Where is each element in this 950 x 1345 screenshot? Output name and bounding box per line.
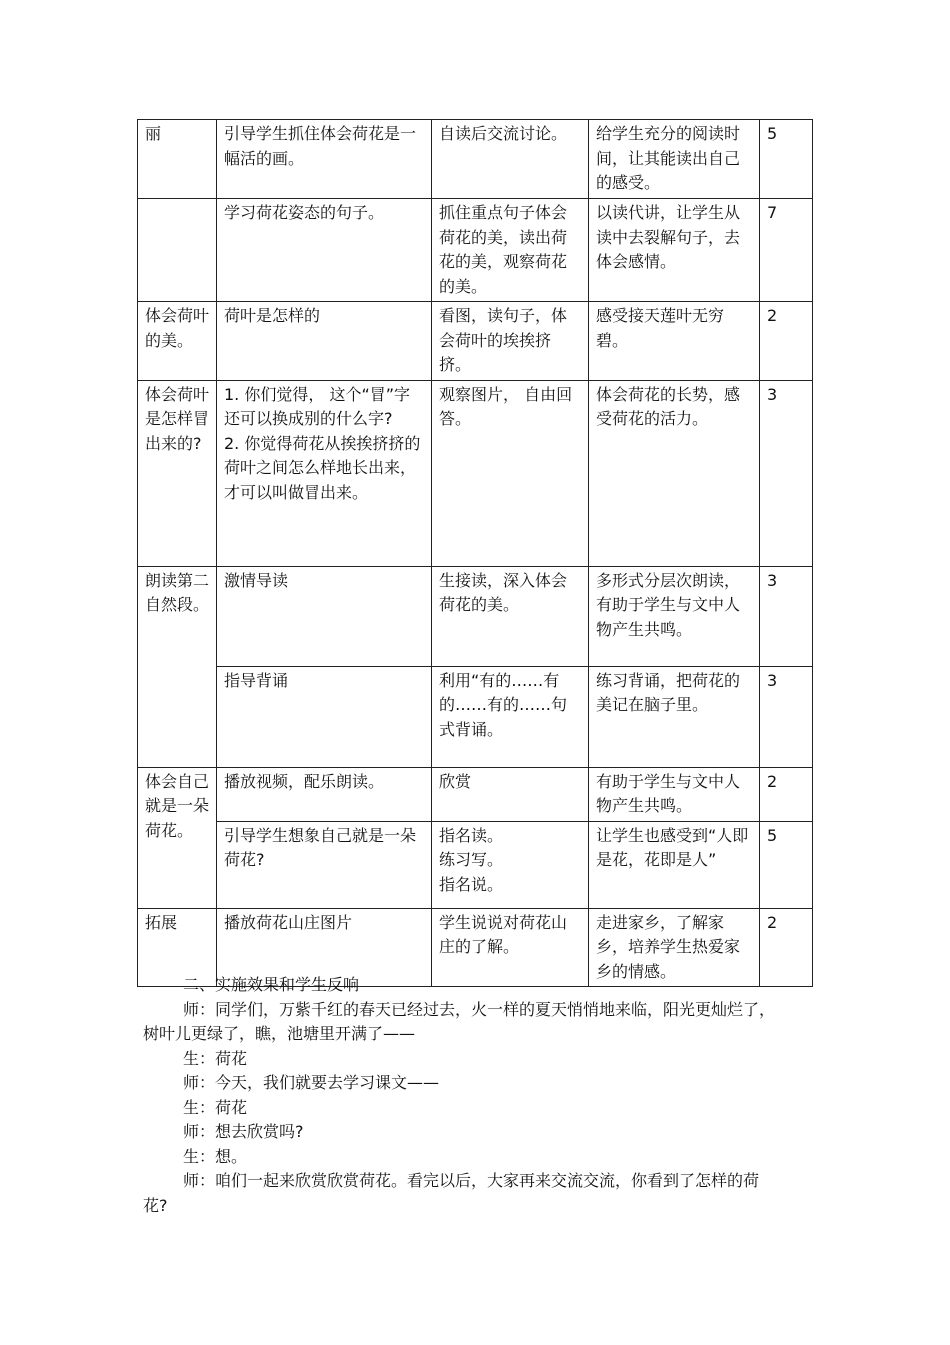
table-row [138,120,813,199]
stage-cell: 体会荷叶的美。 [138,302,217,381]
dialogue-line: 师：咱们一起来欣赏欣赏荷花。看完以后，大家再来交流交流，你看到了怎样的荷花? [143,1171,760,1215]
content-cell: 播放视频，配乐朗读。 [217,767,432,821]
stage-cell [138,199,217,302]
section-heading: 二、实施效果和学生反响 [183,975,360,994]
content-cell: 1. 你们觉得， 这个“冒”字还可以换成别的什么字? 2. 你觉得荷花从挨挨挤挤的荷叶之间怎么样地长出来， 才可以叫做冒出来。 [217,380,432,566]
intent-cell: 给学生充分的阅读时间，让其能读出自己的感受。 [589,120,760,199]
intent-cell: 感受接天莲叶无穷碧。 [589,302,760,381]
minutes-cell: 3 [760,666,813,767]
minutes-cell: 5 [760,120,813,199]
minutes-cell: 5 [760,821,813,908]
intent-cell: 体会荷花的长势，感受荷花的活力。 [589,380,760,566]
dialogue-line: 生：荷花 [183,1097,248,1117]
stage-cell: 丽 [138,120,217,199]
lesson-plan-table [137,119,813,987]
activity-cell: 欣赏 [432,767,589,821]
table-row [138,821,813,908]
table-row [138,380,813,566]
dialogue-line: 师：想去欣赏吗? [183,1122,304,1141]
intent-cell: 以读代讲，让学生从读中去裂解句子，去体会感情。 [589,199,760,302]
content-cell: 学习荷花姿态的句子。 [217,199,432,302]
table-row [138,666,813,767]
content-cell: 激情导读 [217,566,432,666]
activity-cell: 学生说说对荷花山庄的了解。 [432,908,589,987]
activity-cell: 指名读。 练习写。 指名说。 [432,821,589,908]
intent-cell: 走进家乡，了解家乡，培养学生热爱家乡的情感。 [589,908,760,987]
minutes-cell: 2 [760,302,813,381]
dialogue-line: 师：今天，我们就要去学习课文—— [183,1073,440,1092]
content-cell: 指导背诵 [217,666,432,767]
minutes-cell: 3 [760,566,813,666]
table-row [138,767,813,821]
activity-cell: 自读后交流讨论。 [432,120,589,199]
minutes-cell: 7 [760,199,813,302]
minutes-cell: 3 [760,380,813,566]
content-cell: 引导学生想象自己就是一朵荷花? [217,821,432,908]
content-cell: 荷叶是怎样的 [217,302,432,381]
activity-cell: 生接读，深入体会荷花的美。 [432,566,589,666]
stage-cell: 体会自己就是一朵荷花。 [138,767,217,908]
dialogue-line: 生：荷花 [183,1048,248,1068]
activity-cell: 利用“有的……有的……有的……句式背诵。 [432,666,589,767]
minutes-cell: 2 [760,767,813,821]
content-cell: 引导学生抓住体会荷花是一幅活的画。 [217,120,432,199]
dialogue-line: 师：同学们，万紫千红的春天已经过去，火一样的夏天悄悄地来临，阳光更灿烂了，树叶儿更绿了，瞧，池塘里开满了—— [143,999,776,1043]
content-cell: 播放荷花山庄图片 [217,908,432,987]
activity-cell: 抓住重点句子体会荷花的美，读出荷花的美，观察荷花的美。 [432,199,589,302]
minutes-cell: 2 [760,908,813,987]
intent-cell: 多形式分层次朗读，有助于学生与文中人物产生共鸣。 [589,566,760,666]
stage-cell: 拓展 [138,908,217,987]
dialogue-line: 生：想。 [183,1146,248,1166]
stage-cell: 体会荷叶是怎样冒出来的? [138,380,217,566]
activity-cell: 看图，读句子，体会荷叶的埃挨挤挤。 [432,302,589,381]
intent-cell: 练习背诵，把荷花的美记在脑子里。 [589,666,760,767]
stage-cell: 朗读第二自然段。 [138,566,217,767]
intent-cell: 有助于学生与文中人物产生共鸣。 [589,767,760,821]
table-row [138,302,813,381]
intent-cell: 让学生也感受到“人即是花，花即是人” [589,821,760,908]
activity-cell: 观察图片， 自由回答。 [432,380,589,566]
table-row [138,199,813,302]
implementation-section [143,973,783,1218]
table-row [138,566,813,666]
